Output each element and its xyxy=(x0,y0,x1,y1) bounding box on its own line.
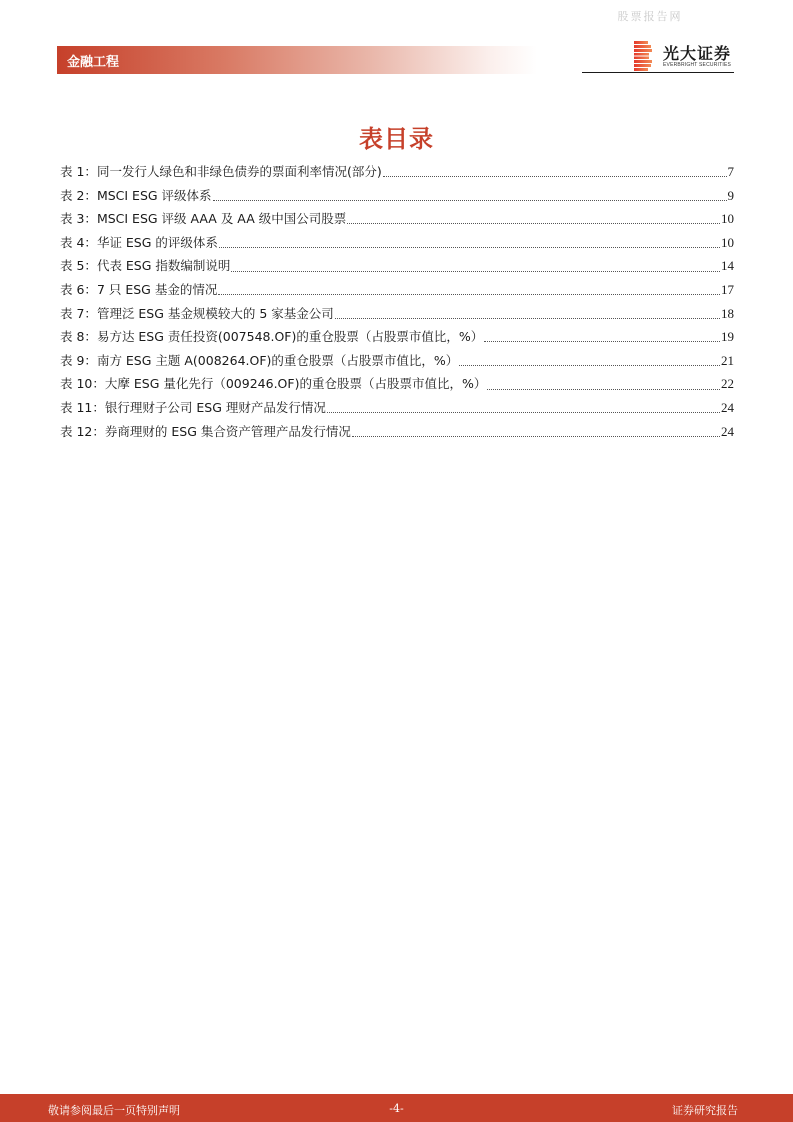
toc-item-table-7[interactable] xyxy=(60,302,734,326)
toc-item-page: 14 xyxy=(721,258,734,274)
toc-item-table-4[interactable] xyxy=(60,231,734,255)
toc-item-page: 10 xyxy=(721,234,734,250)
toc-item-page: 19 xyxy=(721,329,734,345)
toc-item-text: 代表 ESG 指数编制说明 xyxy=(96,258,231,274)
logo-name-en: EVERBRIGHT SECURITIES xyxy=(663,62,732,68)
toc-title: 表目录 xyxy=(359,125,434,153)
dot-leader xyxy=(383,176,727,177)
toc-item-text: 券商理财的 ESG 集合资产管理产品发行情况 xyxy=(104,423,351,439)
toc-item-prefix: 表 6： xyxy=(60,281,97,297)
toc-item-table-5[interactable] xyxy=(60,254,734,278)
toc-item-text: 华证 ESG 的评级体系 xyxy=(96,234,218,250)
toc-item-table-1[interactable] xyxy=(60,160,734,184)
dot-leader xyxy=(352,436,720,437)
toc-item-page: 17 xyxy=(721,281,734,297)
toc-item-prefix: 表 7： xyxy=(60,305,97,321)
toc-item-table-8[interactable] xyxy=(60,325,734,349)
toc-item-text: 易方达 ESG 责任投资(007548.OF)的重仓股票（占股票市值比，%） xyxy=(96,329,484,345)
toc-item-prefix: 表 5： xyxy=(60,258,97,274)
toc-item-prefix: 表 3： xyxy=(60,211,97,227)
section-header-band xyxy=(57,46,537,74)
toc-item-table-11[interactable] xyxy=(60,396,734,420)
toc-item-text: MSCI ESG 评级体系 xyxy=(96,187,212,203)
toc-item-page: 24 xyxy=(721,399,734,415)
table-of-tables xyxy=(60,160,734,443)
dot-leader xyxy=(484,341,720,342)
toc-item-page: 24 xyxy=(721,423,734,439)
dot-leader xyxy=(459,365,720,366)
dot-leader xyxy=(487,389,720,390)
toc-item-text: 同一发行人绿色和非绿色债券的票面利率情况(部分) xyxy=(96,164,382,179)
toc-item-text: 7 只 ESG 基金的情况 xyxy=(96,281,218,297)
everbright-logo-icon xyxy=(634,41,654,71)
toc-item-page: 21 xyxy=(721,352,734,368)
toc-item-page: 22 xyxy=(721,376,734,392)
logo-name-cn: 光大证券 xyxy=(663,44,732,63)
toc-item-prefix: 表 9： xyxy=(60,352,97,368)
toc-item-text: 管理泛 ESG 基金规模较大的 5 家基金公司 xyxy=(96,305,334,321)
header-divider xyxy=(582,72,734,73)
dot-leader xyxy=(347,223,720,224)
toc-item-table-10[interactable] xyxy=(60,372,734,396)
toc-item-prefix: 表 12： xyxy=(60,423,105,439)
footer-disclaimer: 敬请参阅最后一页特别声明 xyxy=(48,1104,180,1117)
company-logo xyxy=(634,40,734,72)
page-footer xyxy=(0,1094,793,1122)
toc-item-table-9[interactable] xyxy=(60,349,734,373)
watermark: 股票报告网 xyxy=(617,10,683,23)
toc-item-prefix: 表 4： xyxy=(60,234,97,250)
toc-item-prefix: 表 2： xyxy=(60,187,97,203)
toc-item-page: 10 xyxy=(721,211,734,227)
toc-item-table-2[interactable] xyxy=(60,184,734,208)
toc-item-page: 9 xyxy=(727,187,734,203)
dot-leader xyxy=(231,271,720,272)
dot-leader xyxy=(218,294,720,295)
toc-item-page: 7 xyxy=(727,164,734,179)
dot-leader xyxy=(213,200,727,201)
toc-item-prefix: 表 10： xyxy=(60,376,105,392)
toc-item-prefix: 表 11： xyxy=(60,399,105,415)
toc-item-text: 大摩 ESG 量化先行（009246.OF)的重仓股票（占股票市值比，%） xyxy=(104,376,487,392)
dot-leader xyxy=(327,412,720,413)
footer-doc-type: 证券研究报告 xyxy=(672,1104,738,1117)
footer-page-number: -4- xyxy=(389,1102,404,1115)
toc-item-text: MSCI ESG 评级 AAA 及 AA 级中国公司股票 xyxy=(96,211,347,227)
toc-item-text: 银行理财子公司 ESG 理财产品发行情况 xyxy=(104,399,326,415)
toc-item-table-6[interactable] xyxy=(60,278,734,302)
dot-leader xyxy=(335,318,720,319)
toc-item-table-3[interactable] xyxy=(60,207,734,231)
dot-leader xyxy=(219,247,720,248)
toc-item-page: 18 xyxy=(721,305,734,321)
toc-item-prefix: 表 8： xyxy=(60,329,97,345)
toc-item-text: 南方 ESG 主题 A(008264.OF)的重仓股票（占股票市值比，%） xyxy=(96,352,459,368)
toc-item-prefix: 表 1： xyxy=(60,164,97,179)
section-label: 金融工程 xyxy=(67,55,120,70)
toc-item-table-12[interactable] xyxy=(60,420,734,444)
